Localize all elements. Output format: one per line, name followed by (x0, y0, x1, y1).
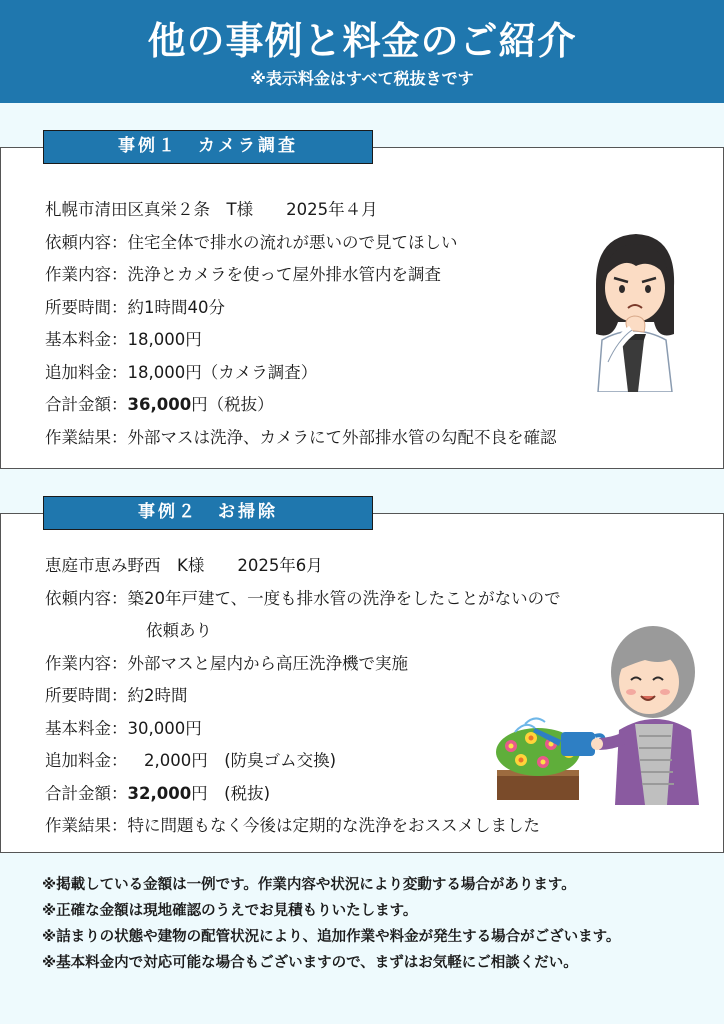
disclaimer-notes (42, 872, 692, 976)
case2-location: 恵庭市恵み野西 K様 2025年6月 (45, 556, 323, 575)
thinking-woman-illustration (578, 222, 688, 392)
case1-result: 外部マスは洗浄、カメラにて外部排水管の勾配不良を確認 (127, 427, 557, 447)
extra-label: 追加料金： (45, 751, 128, 770)
case2-extra-row (45, 745, 561, 778)
case2-result: 特に問題もなく今後は定期的な洗浄をおススメしました (127, 816, 540, 835)
case2-total-amount: 32,000 (127, 783, 192, 803)
tax-note: ※表示料金はすべて税抜きです (250, 69, 474, 88)
result-label: 作業結果： (45, 816, 128, 835)
case1-time: 約1時間40分 (127, 297, 225, 317)
note-item: ※基本料金内で対応可能な場合もございますので、まずはお気軽にご相談くだい。 (42, 955, 578, 971)
case1-total-suffix: 円（税抜） (191, 395, 274, 414)
case1-total-amount: 36,000 (127, 395, 192, 414)
case2-work: 外部マスと屋内から高圧洗浄機で実施 (127, 653, 408, 673)
case1-extra-row (45, 357, 557, 390)
case1-work: 洗浄とカメラを使って屋外排水管内を調査 (127, 265, 441, 284)
total-label: 合計金額： (45, 783, 128, 803)
case1-details (45, 194, 557, 454)
request-label: 依頼内容： (45, 588, 128, 608)
work-label: 作業内容： (45, 653, 128, 673)
case1-extra: 18,000円（カメラ調査） (127, 362, 318, 382)
case1-total-row (45, 389, 557, 422)
case2-time-row (45, 680, 561, 713)
case2-result-row (45, 810, 561, 843)
time-label: 所要時間： (45, 686, 128, 705)
case2-request-cont: 依頼あり (146, 621, 212, 640)
case2-total-suffix: 円 (税抜) (191, 783, 271, 803)
case2-work-row (45, 648, 561, 681)
request-label: 依頼内容： (45, 232, 128, 252)
note-item: ※詰まりの状態や建物の配管状況により、追加作業や料金が発生する場合がございます。 (42, 929, 621, 945)
note-item: ※正確な金額は現地確認のうえでお見積もりいたします。 (42, 903, 418, 919)
case2-time: 約2時間 (127, 686, 188, 705)
case1-base-row (45, 324, 557, 357)
total-label: 合計金額： (45, 395, 128, 414)
page-header (0, 0, 724, 103)
note-item: ※掲載している金額は一例です。作業内容や状況により変動する場合があります。 (42, 877, 576, 893)
result-label: 作業結果： (45, 427, 128, 447)
watering-woman-illustration (495, 620, 707, 805)
case2-tag: 事例２ お掃除 (43, 496, 373, 530)
case1-base: 18,000円 (127, 330, 202, 349)
case1-request-row (45, 227, 557, 260)
case1-tag: 事例１ カメラ調査 (43, 130, 373, 164)
case1-request: 住宅全体で排水の流れが悪いので見てほしい (127, 232, 458, 252)
extra-label: 追加料金： (45, 362, 128, 382)
case2-details (45, 550, 561, 843)
case2-base-row (45, 713, 561, 746)
case2-extra: 2,000円 (防臭ゴム交換) (127, 751, 337, 770)
page-title: 他の事例と料金のご紹介 (147, 19, 577, 63)
case2-base: 30,000円 (127, 718, 202, 738)
case2-request-row (45, 583, 561, 616)
base-label: 基本料金： (45, 718, 128, 738)
case1-result-row (45, 422, 557, 455)
base-label: 基本料金： (45, 330, 128, 349)
case2-request: 築20年戸建て、一度も排水管の洗浄をしたことがないので (127, 588, 561, 608)
case1-time-row (45, 292, 557, 325)
work-label: 作業内容： (45, 265, 128, 284)
time-label: 所要時間： (45, 297, 128, 317)
case1-location: 札幌市清田区真栄２条 T様 2025年４月 (45, 200, 378, 219)
case2-total-row (45, 778, 561, 811)
case1-work-row (45, 259, 557, 292)
